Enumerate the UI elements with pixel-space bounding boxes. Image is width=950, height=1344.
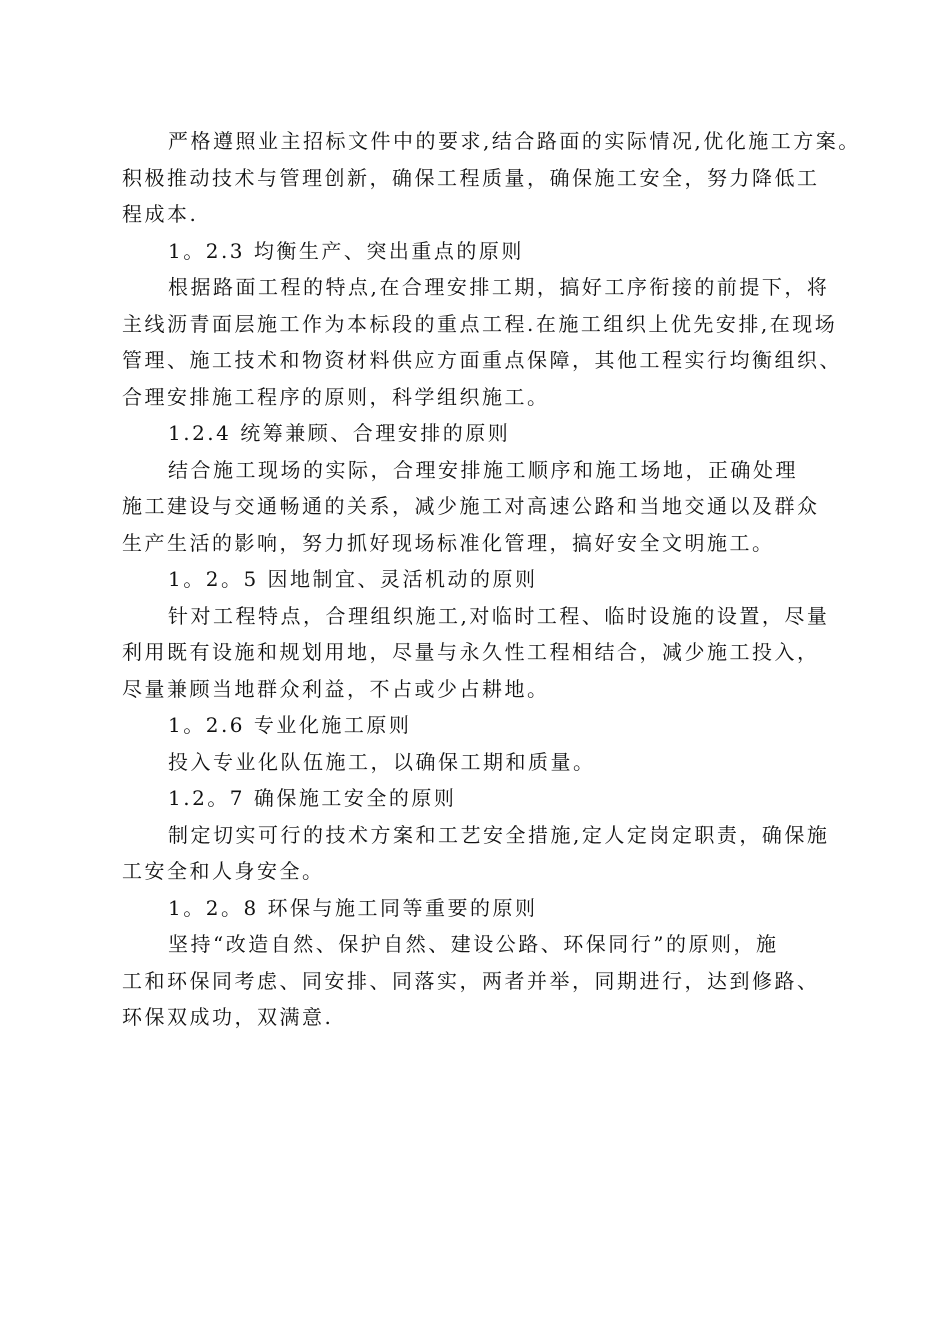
section-heading-1-2-8: 1。2。8 环保与施工同等重要的原则: [168, 895, 538, 920]
section-heading-1-2-3: 1。2.3 均衡生产、突出重点的原则: [168, 238, 524, 263]
paragraph-line: 环保双成功，双满意.: [122, 1005, 334, 1029]
paragraph-line: 合理安排施工程序的原则，科学组织施工。: [122, 384, 550, 409]
paragraph-line: 投入专业化队伍施工，以确保工期和质量。: [168, 749, 596, 774]
paragraph-line: 生产生活的影响，努力抓好现场标准化管理，搞好安全文明施工。: [122, 530, 775, 555]
paragraph-line: 积极推动技术与管理创新，确保工程质量，确保施工安全，努力降低工: [122, 165, 820, 190]
section-heading-1-2-7: 1.2。7 确保施工安全的原则: [168, 786, 457, 810]
paragraph-line: 根据路面工程的特点,在合理安排工期，搞好工序衔接的前提下，将: [168, 275, 830, 299]
paragraph-line: 工和环保同考虑、同安排、同落实，两者并举，同期进行，达到修路、: [122, 968, 820, 993]
paragraph-line: 利用既有设施和规划用地，尽量与永久性工程相结合，减少施工投入，: [122, 640, 820, 664]
paragraph-line: 施工建设与交通畅通的关系，减少施工对高速公路和当地交通以及群众: [122, 494, 820, 518]
section-heading-1-2-4: 1.2.4 统筹兼顾、合理安排的原则: [168, 421, 511, 445]
section-heading-1-2-6: 1。2.6 专业化施工原则: [168, 713, 412, 737]
paragraph-line: 尽量兼顾当地群众利益，不占或少占耕地。: [122, 676, 550, 701]
paragraph-line: 主线沥青面层施工作为本标段的重点工程.在施工组织上优先安排,在现场: [122, 311, 838, 336]
document-body: [122, 123, 861, 1036]
paragraph-line: 严格遵照业主招标文件中的要求,结合路面的实际情况,优化施工方案。: [168, 129, 861, 153]
paragraph-line: 制定切实可行的技术方案和工艺安全措施,定人定岗定职责，确保施: [168, 822, 830, 847]
paragraph-line: 管理、施工技术和物资材料供应方面重点保障，其他工程实行均衡组织、: [122, 348, 842, 372]
paragraph-line: 坚持“改造自然、保护自然、建设公路、环保同行”的原则，施: [168, 932, 779, 956]
paragraph-line: 工安全和人身安全。: [122, 859, 325, 883]
paragraph-line: 程成本.: [122, 202, 199, 226]
paragraph-line: 结合施工现场的实际，合理安排施工顺序和施工场地，正确处理: [168, 457, 798, 482]
section-heading-1-2-5: 1。2。5 因地制宜、灵活机动的原则: [168, 567, 538, 591]
paragraph-line: 针对工程特点，合理组织施工,对临时工程、临时设施的设置，尽量: [168, 603, 830, 628]
